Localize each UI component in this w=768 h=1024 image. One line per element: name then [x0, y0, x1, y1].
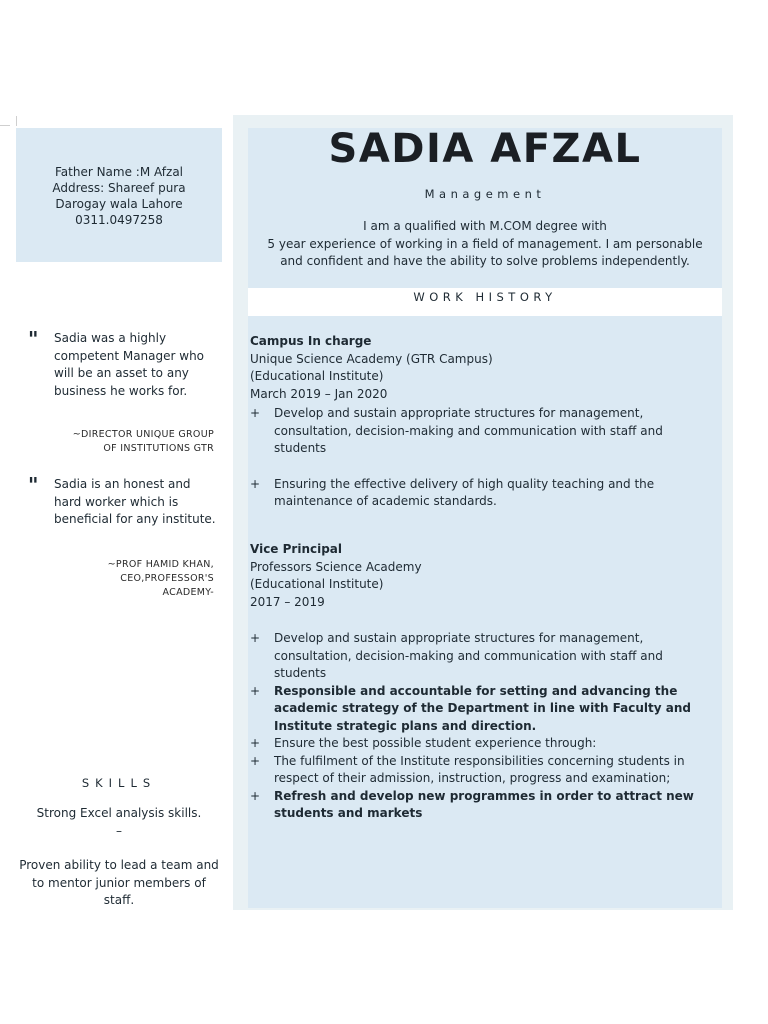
job-org-type: (Educational Institute) [250, 369, 384, 383]
job-dates: March 2019 – Jan 2020 [250, 386, 388, 401]
candidate-name: SADIA AFZAL [328, 126, 642, 172]
plus-icon: + [250, 736, 261, 750]
testimonial-1 [28, 327, 218, 460]
duty-item: + Refresh and develop new programmes in order to attract new students and markets [250, 788, 694, 820]
job-org-type: (Educational Institute) [250, 577, 384, 591]
crop-mark [16, 116, 17, 126]
job-2-duties [250, 630, 712, 823]
job-title: Campus In charge [250, 334, 372, 348]
crop-mark [0, 125, 10, 126]
duty-item: + Ensure the best possible student experience through: [250, 735, 712, 753]
testimonial-attribution: ~PROF HAMID KHAN, CEO,PROFESSOR'S ACADEMY- [107, 559, 214, 598]
contact-info [16, 164, 222, 228]
job-organization: Unique Science Academy (GTR Campus) [250, 351, 493, 366]
quote-icon: " [28, 473, 39, 497]
skill-separator: – [116, 823, 122, 838]
job-organization: Professors Science Academy [250, 559, 422, 574]
testimonial-text: Sadia was a highly competent Manager who will be an asset to any business he works for. [54, 331, 205, 398]
testimonial-attribution: ~DIRECTOR UNIQUE GROUP OF INSTITUTIONS GTR [72, 429, 214, 454]
job-entry-1 [250, 333, 710, 403]
job-title: Vice Principal [250, 542, 343, 556]
job-dates: 2017 – 2019 [250, 594, 325, 609]
skill-item: Proven ability to lead a team and to mentor junior members of staff. [19, 858, 219, 907]
duty-item: + Ensuring the effective delivery of high quality teaching and the maintenance of academic standards. [250, 476, 655, 508]
plus-icon: + [250, 788, 261, 803]
work-history-heading: WORK HISTORY [413, 290, 557, 304]
father-name: Father Name :M Afzal [54, 165, 183, 179]
job-1-duties [250, 405, 712, 511]
duty-item: + The fulfilment of the Institute responsibilities concerning students in respect of their admission, instruction, progress and examination; [250, 753, 685, 785]
plus-icon: + [250, 406, 261, 420]
skill-item: Strong Excel analysis skills. [36, 806, 202, 820]
phone-number: 0311.0497258 [75, 213, 163, 227]
testimonial-text: Sadia is an honest and hard worker which is beneficial for any institute. [54, 477, 216, 526]
testimonial-2 [28, 473, 218, 606]
address-line-1: Address: Shareef pura [52, 181, 186, 195]
profile-summary: I am a qualified with M.COM degree with 5 year experience of working in a field of management. I am personable and confident and have the ability to solve problems independently. [267, 219, 703, 268]
plus-icon: + [250, 476, 261, 491]
skills-list [16, 805, 222, 910]
skills-heading: SKILLS [81, 776, 157, 790]
plus-icon: + [250, 683, 261, 698]
plus-icon: + [250, 631, 261, 645]
address-line-2: Darogay wala Lahore [55, 197, 183, 211]
duty-item: + Develop and sustain appropriate structures for management, consultation, decision-making and communication with staff and students [250, 631, 663, 680]
duty-item: + Responsible and accountable for setting and advancing the academic strategy of the Department in line with Faculty and Institute strategic plans and direction. [250, 683, 691, 733]
quote-icon: " [28, 327, 39, 351]
plus-icon: + [250, 753, 261, 768]
job-entry-2 [250, 541, 710, 611]
candidate-role: Management [424, 187, 546, 201]
duty-item: + Develop and sustain appropriate structures for management, consultation, decision-making and communication with staff and students [250, 406, 663, 455]
